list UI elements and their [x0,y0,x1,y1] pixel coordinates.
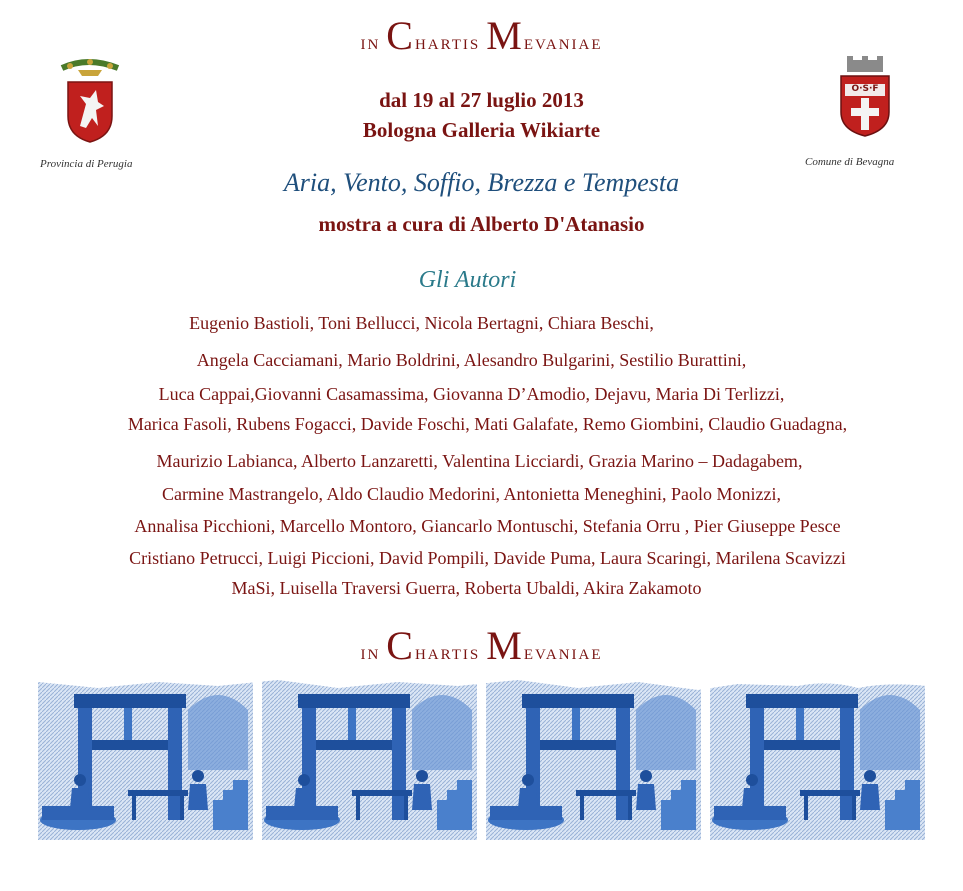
title-word-evaniae: evaniae [523,639,603,664]
title-initial-c: C [386,623,415,668]
title-word-in: in [360,639,381,664]
engraving-panel-2 [262,680,477,840]
author-line: Maurizio Labianca, Alberto Lanzaretti, Valentina Licciardi, Grazia Marino – Dadagabem, [156,451,803,471]
main-title [0,12,963,59]
comune-caption: Comune di Bevagna [805,156,895,168]
papermaking-engraving-banner [38,680,926,840]
provincia-caption: Provincia di Perugia [40,158,133,170]
title-word-evaniae: evaniae [523,29,603,54]
engraving-panel-1 [38,680,253,840]
author-line: Carmine Mastrangelo, Aldo Claudio Medorini, Antonietta Meneghini, Paolo Monizzi, [162,484,781,504]
title-initial-m: M [486,13,524,58]
engraving-panel-3 [486,680,701,840]
title-initial-c: C [386,13,415,58]
author-line: Annalisa Picchioni, Marcello Montoro, Giancarlo Montuschi, Stefania Orru , Pier Giuseppe Pesce [134,516,841,536]
title-word-in: in [360,29,381,54]
engraving-illustration [38,680,926,840]
author-line: Cristiano Petrucci, Luigi Piccioni, David Pompili, Davide Puma, Laura Scaringi, Marilena Scavizzi [129,548,846,568]
crest-osf-text: O·S·F [851,84,879,94]
author-line: Luca Cappai,Giovanni Casamassima, Giovanna D’Amodio, Dejavu, Maria Di Terlizzi, [158,384,785,404]
comune-logo [805,56,925,176]
title-word-hartis: hartis [414,29,481,54]
event-venue: Bologna Galleria Wikiarte [362,118,601,142]
author-line: Angela Cacciamani, Mario Boldrini, Alesandro Bulgarini, Sestilio Burattini, [196,350,747,370]
author-line: Eugenio Bastioli, Toni Bellucci, Nicola Bertagni, Chiara Beschi, [189,313,654,333]
title-word-hartis: hartis [414,639,481,664]
authors-heading: Gli Autori [418,267,517,293]
exhibition-theme: Aria, Vento, Soffio, Brezza e Tempesta [283,168,680,197]
footer-title [0,622,963,669]
author-line: MaSi, Luisella Traversi Guerra, Roberta Ubaldi, Akira Zakamoto [231,578,702,598]
author-line: Marica Fasoli, Rubens Fogacci, Davide Foschi, Mati Galafate, Remo Giombini, Claudio Guadagna, [127,414,848,434]
title-initial-m: M [486,623,524,668]
curator-line: mostra a cura di Alberto D'Atanasio [318,212,645,236]
event-dates: dal 19 al 27 luglio 2013 [379,88,584,112]
engraving-panel-4 [710,680,925,840]
